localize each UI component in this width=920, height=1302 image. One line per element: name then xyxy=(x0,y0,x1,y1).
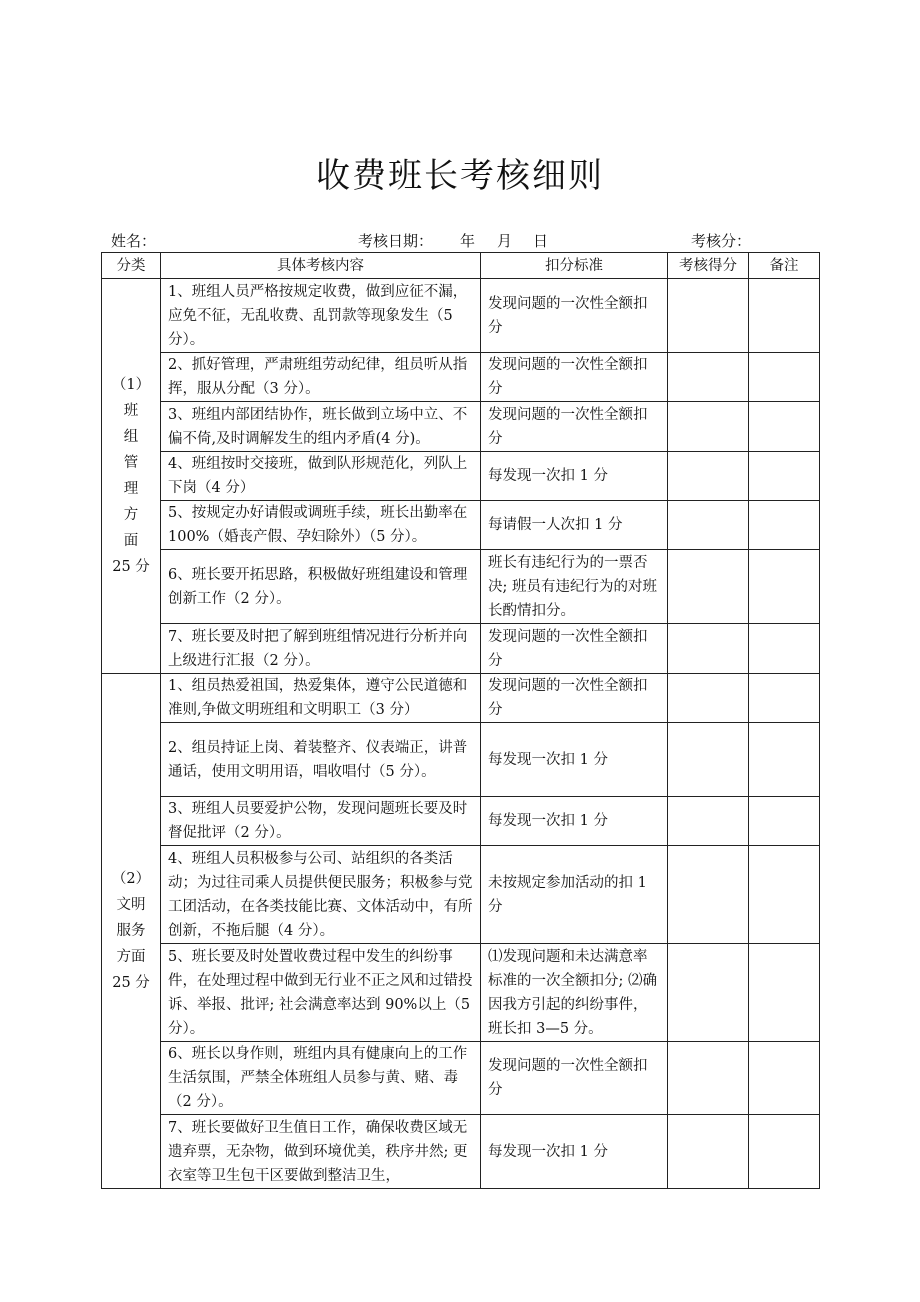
content-cell: 2、抓好管理，严肃班组劳动纪律，组员听从指挥，服从分配（3 分）。 xyxy=(161,353,481,402)
category-line: 面 xyxy=(123,533,139,549)
remark-cell[interactable] xyxy=(749,1042,820,1115)
score-cell[interactable] xyxy=(668,1115,749,1189)
category-line: （1） xyxy=(111,377,151,393)
table-row xyxy=(102,452,820,501)
score-cell[interactable] xyxy=(668,723,749,797)
day-label: 日 xyxy=(533,232,549,250)
category-line: 管 xyxy=(123,455,139,471)
category-line: 组 xyxy=(123,429,139,445)
standard-cell: 每发现一次扣 1 分 xyxy=(481,1115,668,1189)
category-cell-service xyxy=(102,674,161,1189)
table-row xyxy=(102,944,820,1042)
assessment-table xyxy=(101,252,820,1189)
table-row xyxy=(102,846,820,944)
standard-cell: 未按规定参加活动的扣 1 分 xyxy=(481,846,668,944)
table-row xyxy=(102,674,820,723)
name-label: 姓名： xyxy=(111,232,157,250)
score-cell[interactable] xyxy=(668,797,749,846)
score-cell[interactable] xyxy=(668,279,749,353)
score-cell[interactable] xyxy=(668,353,749,402)
standard-cell: ⑴发现问题和未达满意率标准的一次全额扣分; ⑵确因我方引起的纠纷事件，班长扣 3—5 分。 xyxy=(481,944,668,1042)
content-cell: 5、班长要及时处置收费过程中发生的纠纷事件，在处理过程中做到无行业不正之风和过错投诉、举报、批评; 社会满意率达到 90%以上（5 分）。 xyxy=(161,944,481,1042)
category-line: 理 xyxy=(123,481,139,497)
remark-cell[interactable] xyxy=(749,723,820,797)
table-row xyxy=(102,353,820,402)
remark-cell[interactable] xyxy=(749,550,820,624)
standard-cell: 班长有违纪行为的一票否决; 班员有违纪行为的对班长酌情扣分。 xyxy=(481,550,668,624)
remark-cell[interactable] xyxy=(749,674,820,723)
remark-cell[interactable] xyxy=(749,279,820,353)
remark-cell[interactable] xyxy=(749,846,820,944)
page-title: 收费班长考核细则 xyxy=(316,156,604,196)
score-cell[interactable] xyxy=(668,550,749,624)
table-row xyxy=(102,797,820,846)
category-line: 方 xyxy=(123,507,139,523)
remark-cell[interactable] xyxy=(749,402,820,452)
score-label: 考核分： xyxy=(691,232,752,250)
table-row xyxy=(102,402,820,452)
content-cell: 4、班组按时交接班，做到队形规范化，列队上下岗（4 分） xyxy=(161,452,481,501)
standard-cell: 发现问题的一次性全额扣分 xyxy=(481,674,668,723)
table-row xyxy=(102,723,820,797)
score-cell[interactable] xyxy=(668,452,749,501)
standard-cell: 发现问题的一次性全额扣分 xyxy=(481,279,668,353)
standard-cell: 发现问题的一次性全额扣分 xyxy=(481,353,668,402)
content-cell: 4、班组人员积极参与公司、站组织的各类活动；为过往司乘人员提供便民服务；积极参与党工团活动，在各类技能比赛、文体活动中，有所创新，不拖后腿（4 分）。 xyxy=(161,846,481,944)
category-line: （2） xyxy=(111,871,151,887)
standard-cell: 每发现一次扣 1 分 xyxy=(481,452,668,501)
table-row xyxy=(102,1042,820,1115)
score-cell[interactable] xyxy=(668,846,749,944)
table-row xyxy=(102,1115,820,1189)
month-label: 月 xyxy=(497,232,513,250)
standard-cell: 发现问题的一次性全额扣分 xyxy=(481,1042,668,1115)
standard-cell: 发现问题的一次性全额扣分 xyxy=(481,624,668,674)
standard-cell: 每发现一次扣 1 分 xyxy=(481,797,668,846)
content-cell: 1、组员热爱祖国，热爱集体，遵守公民道德和准则,争做文明班组和文明职工（3 分） xyxy=(161,674,481,723)
remark-cell[interactable] xyxy=(749,353,820,402)
content-cell: 6、班长以身作则，班组内具有健康向上的工作生活氛围，严禁全体班组人员参与黄、赌、毒（2 分）。 xyxy=(161,1042,481,1115)
category-line: 班 xyxy=(123,403,139,419)
remark-cell[interactable] xyxy=(749,797,820,846)
score-cell[interactable] xyxy=(668,1042,749,1115)
remark-cell[interactable] xyxy=(749,501,820,550)
remark-cell[interactable] xyxy=(749,1115,820,1189)
year-label: 年 xyxy=(460,232,476,250)
category-line: 方面 xyxy=(116,949,146,965)
header-remark: 备注 xyxy=(749,253,820,279)
header-category: 分类 xyxy=(102,253,161,279)
content-cell: 7、班长要及时把了解到班组情况进行分析并向上级进行汇报（2 分）。 xyxy=(161,624,481,674)
standard-cell: 发现问题的一次性全额扣分 xyxy=(481,402,668,452)
score-cell[interactable] xyxy=(668,501,749,550)
content-cell: 2、组员持证上岗、着装整齐、仪表端正，讲普通话，使用文明用语，唱收唱付（5 分）。 xyxy=(161,723,481,797)
content-cell: 3、班组人员要爱护公物，发现问题班长要及时督促批评（2 分）。 xyxy=(161,797,481,846)
table-row xyxy=(102,550,820,624)
table-row xyxy=(102,624,820,674)
content-cell: 5、按规定办好请假或调班手续，班长出勤率在 100%（婚丧产假、孕妇除外）（5 分）。 xyxy=(161,501,481,550)
header-standard: 扣分标准 xyxy=(481,253,668,279)
content-cell: 1、班组人员严格按规定收费，做到应征不漏，应免不征，无乱收费、乱罚款等现象发生（5 分）。 xyxy=(161,279,481,353)
category-cell-management xyxy=(102,279,161,674)
content-cell: 7、班长要做好卫生值日工作，确保收费区域无遗弃票，无杂物，做到环境优美，秩序井然; 更衣室等卫生包干区要做到整洁卫生， xyxy=(161,1115,481,1189)
remark-cell[interactable] xyxy=(749,452,820,501)
score-cell[interactable] xyxy=(668,674,749,723)
standard-cell: 每发现一次扣 1 分 xyxy=(481,723,668,797)
header-row xyxy=(102,253,820,279)
category-line: 服务 xyxy=(116,923,146,939)
remark-cell[interactable] xyxy=(749,944,820,1042)
category-line: 25 分 xyxy=(112,975,150,991)
date-label: 考核日期： xyxy=(358,232,434,250)
content-cell: 6、班长要开拓思路，积极做好班组建设和管理创新工作（2 分）。 xyxy=(161,550,481,624)
header-score: 考核得分 xyxy=(668,253,749,279)
table-row xyxy=(102,501,820,550)
category-line: 25 分 xyxy=(112,559,150,575)
category-line: 文明 xyxy=(116,897,146,913)
table-row xyxy=(102,279,820,353)
score-cell[interactable] xyxy=(668,402,749,452)
header-content: 具体考核内容 xyxy=(161,253,481,279)
score-cell[interactable] xyxy=(668,944,749,1042)
score-cell[interactable] xyxy=(668,624,749,674)
standard-cell: 每请假一人次扣 1 分 xyxy=(481,501,668,550)
content-cell: 3、班组内部团结协作，班长做到立场中立、不偏不倚,及时调解发生的组内矛盾(4 分)。 xyxy=(161,402,481,452)
remark-cell[interactable] xyxy=(749,624,820,674)
